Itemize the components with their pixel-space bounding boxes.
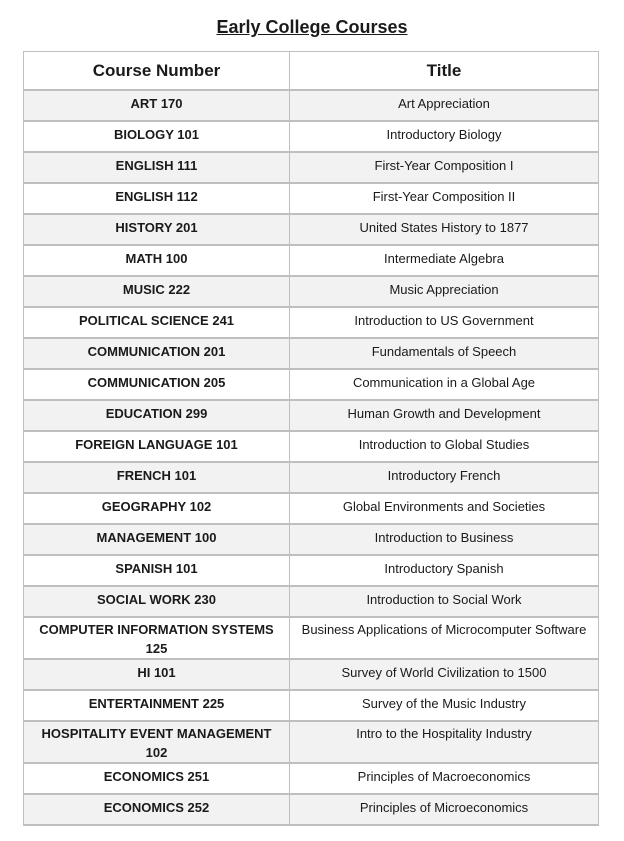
course-number-cell: SOCIAL WORK 230 [24,586,290,617]
course-title-cell: Introduction to Global Studies [290,431,599,462]
course-title-cell: First-Year Composition I [290,152,599,183]
table-row [24,90,599,121]
table-row [24,555,599,586]
table-row [24,152,599,183]
course-title-cell: Fundamentals of Speech [290,338,599,369]
course-title-cell: United States History to 1877 [290,214,599,245]
course-number-cell: COMMUNICATION 201 [24,338,290,369]
course-number-cell: HI 101 [24,659,290,690]
table-row [24,338,599,369]
table-row [24,586,599,617]
course-number-cell: MATH 100 [24,245,290,276]
course-number-cell: EDUCATION 299 [24,400,290,431]
course-title-cell: Survey of the Music Industry [290,690,599,721]
table-row [24,617,599,659]
course-number-cell: ECONOMICS 252 [24,794,290,825]
course-number-cell: FOREIGN LANGUAGE 101 [24,431,290,462]
course-title-cell: Human Growth and Development [290,400,599,431]
table-row [24,690,599,721]
course-number-cell: MANAGEMENT 100 [24,524,290,555]
table-row [24,276,599,307]
course-number-cell: COMPUTER INFORMATION SYSTEMS 125 [24,617,290,659]
course-number-cell: HISTORY 201 [24,214,290,245]
course-number-cell: ENTERTAINMENT 225 [24,690,290,721]
column-header-title: Title [290,52,599,91]
table-row [24,431,599,462]
table-row [24,659,599,690]
course-title-cell: Global Environments and Societies [290,493,599,524]
table-row [24,493,599,524]
course-number-cell: ENGLISH 112 [24,183,290,214]
course-number-cell: MUSIC 222 [24,276,290,307]
course-number-cell: HOSPITALITY EVENT MANAGEMENT 102 [24,721,290,763]
course-number-cell: POLITICAL SCIENCE 241 [24,307,290,338]
course-title-cell: Introductory Spanish [290,555,599,586]
table-row [24,462,599,493]
course-title-cell: Survey of World Civilization to 1500 [290,659,599,690]
table-row [24,121,599,152]
course-title-cell: Introduction to US Government [290,307,599,338]
courses-table [23,51,599,826]
course-title-cell: Music Appreciation [290,276,599,307]
table-row [24,721,599,763]
table-row [24,307,599,338]
course-number-cell: FRENCH 101 [24,462,290,493]
course-title-cell: Introduction to Social Work [290,586,599,617]
course-title-cell: Introductory French [290,462,599,493]
column-header-course-number: Course Number [24,52,290,91]
table-header-row [24,52,599,91]
course-title-cell: Art Appreciation [290,90,599,121]
course-title-cell: Communication in a Global Age [290,369,599,400]
course-title-cell: Principles of Macroeconomics [290,763,599,794]
table-body [24,90,599,825]
course-number-cell: GEOGRAPHY 102 [24,493,290,524]
table-row [24,183,599,214]
course-number-cell: COMMUNICATION 205 [24,369,290,400]
table-row [24,400,599,431]
table-row [24,524,599,555]
course-number-cell: ECONOMICS 251 [24,763,290,794]
course-title-cell: Introduction to Business [290,524,599,555]
table-row [24,794,599,825]
table-row [24,245,599,276]
course-number-cell: ART 170 [24,90,290,121]
course-title-cell: Business Applications of Microcomputer Software [290,617,599,659]
page-title: Early College Courses [216,17,408,37]
table-row [24,214,599,245]
course-number-cell: SPANISH 101 [24,555,290,586]
course-number-cell: BIOLOGY 101 [24,121,290,152]
course-title-cell: Principles of Microeconomics [290,794,599,825]
table-row [24,763,599,794]
course-title-cell: Intermediate Algebra [290,245,599,276]
course-number-cell: ENGLISH 111 [24,152,290,183]
course-title-cell: First-Year Composition II [290,183,599,214]
table-row [24,369,599,400]
course-title-cell: Introductory Biology [290,121,599,152]
course-title-cell: Intro to the Hospitality Industry [290,721,599,763]
